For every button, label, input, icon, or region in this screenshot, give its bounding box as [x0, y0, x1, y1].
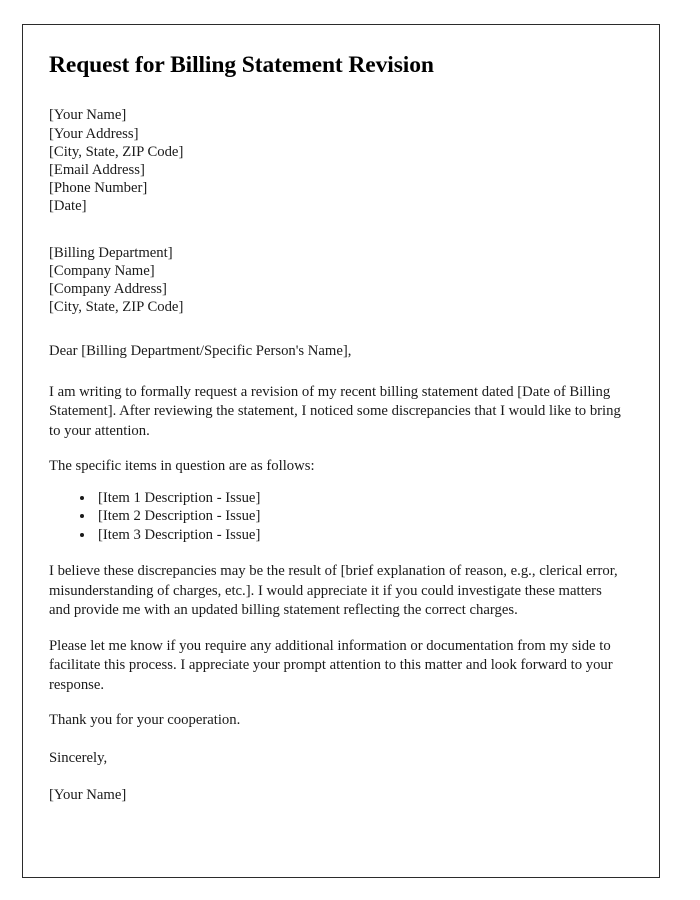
document-page: [22, 24, 660, 878]
list-item: • [Item 3 Description - Issue]: [95, 526, 631, 544]
list-lead-in: The specific items in question are as follows:: [49, 458, 315, 475]
sender-line: [Your Name]: [49, 107, 127, 124]
page-title: Request for Billing Statement Revision: [49, 52, 434, 78]
thanks-line: Thank you for your cooperation.: [49, 712, 241, 729]
intro-paragraph: I am writing to formally request a revision of my recent billing statement dated [Date of Billing Statement]. After reviewing the statement, I noticed some discrepancies that I would like to bring to your attention.: [49, 383, 621, 439]
signature-name: [Your Name]: [49, 787, 127, 804]
sender-address-block: [49, 106, 631, 215]
list-item: • [Item 1 Description - Issue]: [95, 489, 631, 507]
sender-line: [Email Address]: [49, 161, 145, 178]
recipient-line: [Billing Department]: [49, 244, 173, 261]
recipient-address-block: [49, 244, 631, 317]
document-content: [23, 25, 659, 806]
discrepancy-item-list: [49, 489, 631, 544]
sender-line: [Date]: [49, 198, 87, 215]
list-item: • [Item 2 Description - Issue]: [95, 507, 631, 525]
followup-paragraph: Please let me know if you require any additional information or documentation from my side to facilitate this process. I appreciate your prompt attention to this matter and look forward to your response.: [49, 637, 613, 693]
recipient-line: [Company Address]: [49, 281, 167, 297]
recipient-line: [Company Name]: [49, 262, 155, 279]
sender-line: [City, State, ZIP Code]: [49, 143, 184, 160]
explanation-paragraph: I believe these discrepancies may be the result of [brief explanation of reason, e.g., clerical error, misunderstanding of charges, etc.]. I would appreciate it if you could investigate these matters and provide me with an updated billing statement reflecting the correct charges.: [49, 563, 618, 619]
sign-off: Sincerely,: [49, 749, 108, 766]
sender-line: [Your Address]: [49, 125, 139, 142]
recipient-line: [City, State, ZIP Code]: [49, 299, 184, 316]
sender-line: [Phone Number]: [49, 180, 148, 197]
salutation: Dear [Billing Department/Specific Person's Name],: [49, 343, 352, 360]
